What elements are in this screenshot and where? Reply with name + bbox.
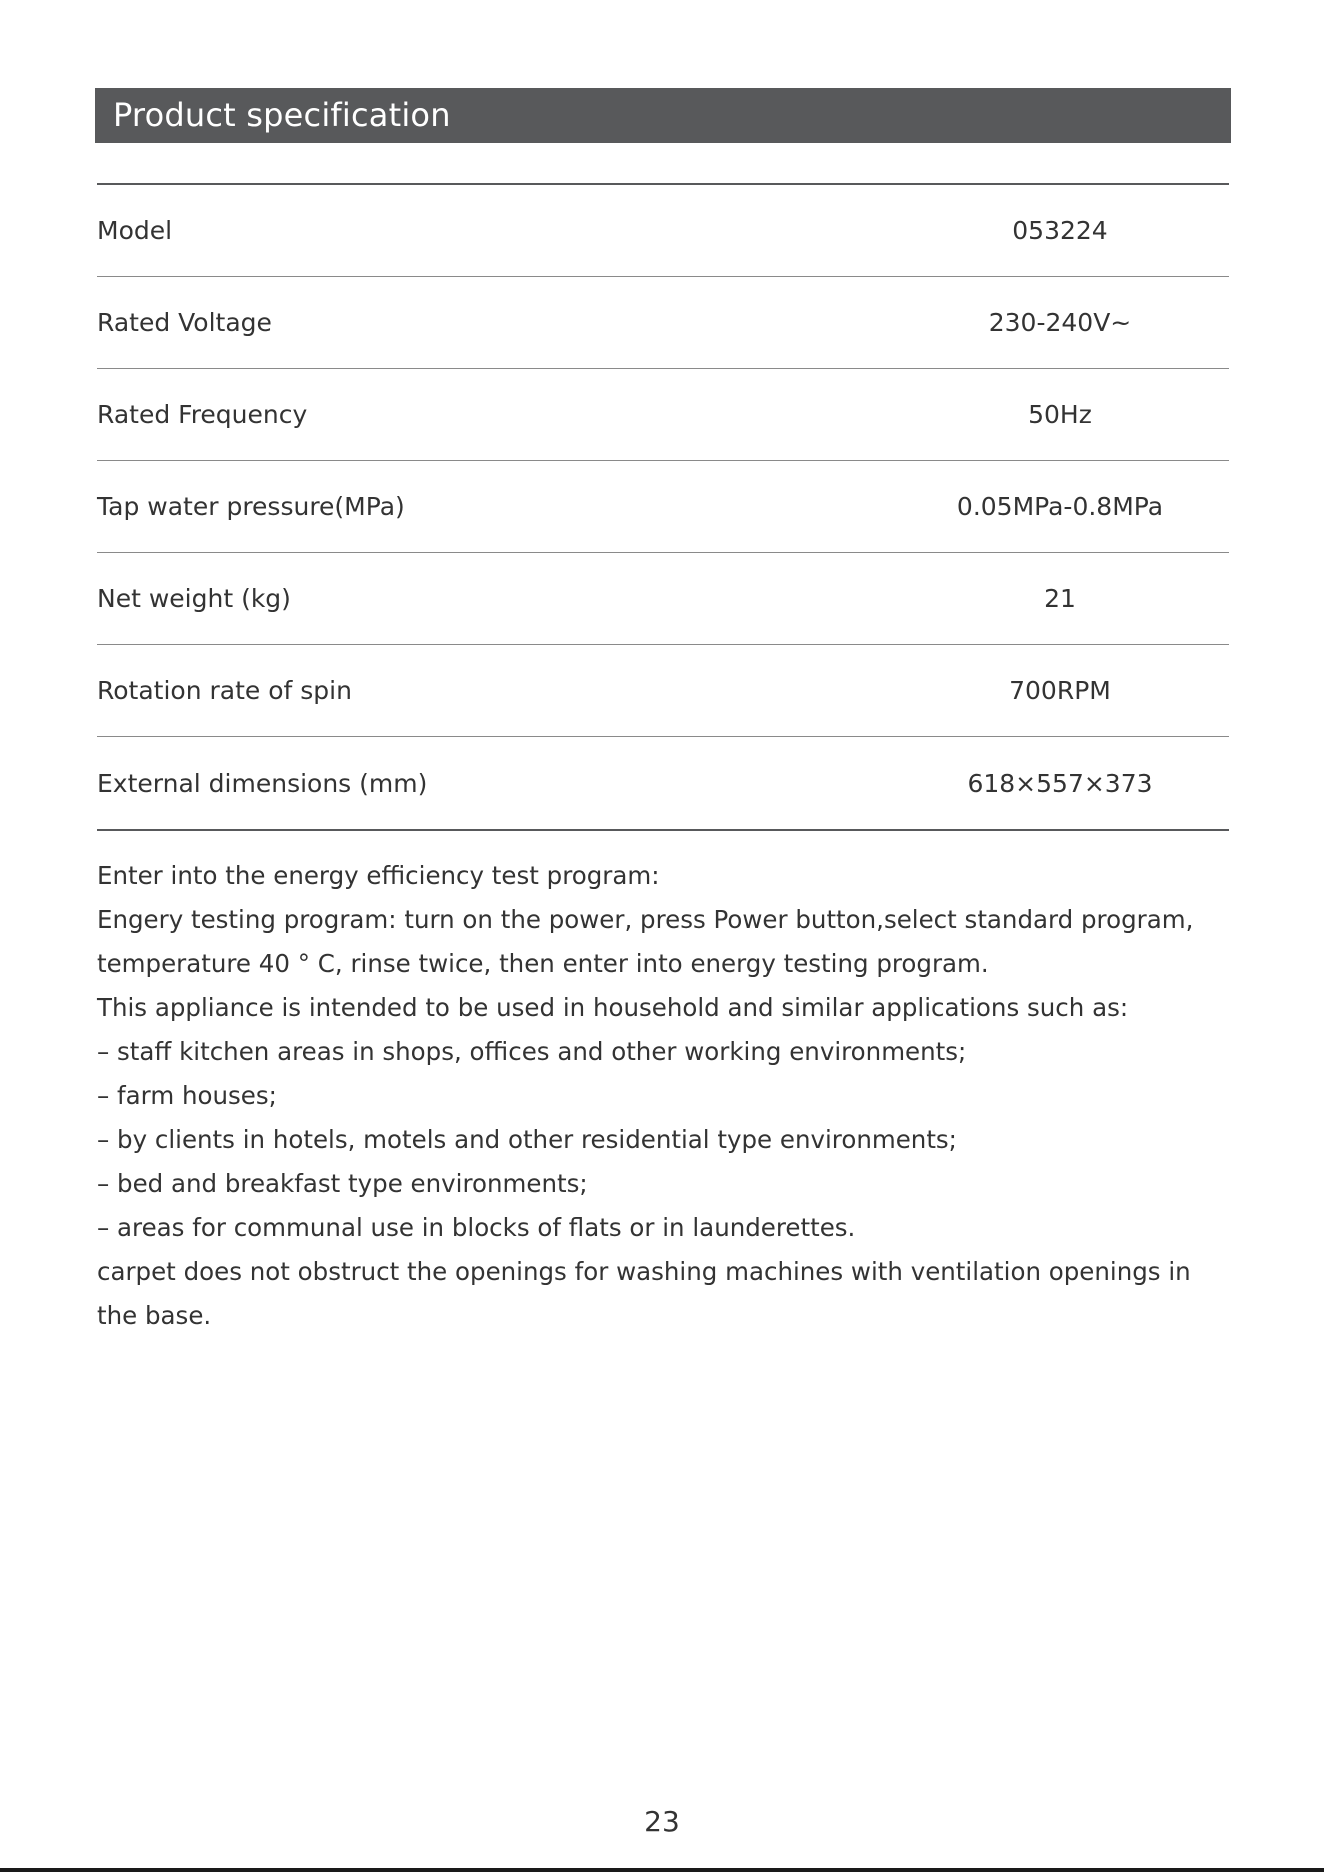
spec-value: 0.05MPa-0.8MPa [956, 492, 1164, 521]
spec-row-rated-frequency [97, 369, 1229, 461]
spec-row-rotation-rate [97, 645, 1229, 737]
spec-row-external-dimensions [97, 737, 1229, 829]
spec-row-rated-voltage [97, 277, 1229, 369]
use-list-item: – farm houses; [97, 1081, 277, 1110]
spec-value: 053224 [1012, 216, 1108, 245]
spec-label: Net weight (kg) [97, 584, 291, 613]
spec-value: 618×557×373 [967, 768, 1153, 798]
notes-section [97, 854, 1237, 1338]
spec-value: 230-240V~ [988, 308, 1132, 337]
bottom-rule [0, 1868, 1324, 1872]
spec-row-model [97, 185, 1229, 277]
spec-label: External dimensions (mm) [97, 768, 428, 798]
spec-row-net-weight [97, 553, 1229, 645]
spec-value: 50Hz [1028, 400, 1092, 429]
energy-test-line-1: Engery testing program: turn on the power, press Power button,select standard program, [97, 905, 1194, 934]
intended-use-statement: This appliance is intended to be used in household and similar applications such as: [97, 993, 1129, 1022]
use-list-item: – by clients in hotels, motels and other residential type environments; [97, 1125, 957, 1154]
spec-table [97, 183, 1229, 831]
use-list-item: – staff kitchen areas in shops, offices and other working environments; [97, 1037, 967, 1066]
spec-value: 700RPM [1009, 676, 1111, 705]
use-list-item: – bed and breakfast type environments; [97, 1169, 588, 1198]
spec-label: Rotation rate of spin [97, 676, 352, 705]
spec-label: Rated Voltage [97, 308, 272, 337]
page-number: 23 [644, 1805, 680, 1838]
spec-label: Rated Frequency [97, 400, 308, 429]
spec-row-tap-water-pressure [97, 461, 1229, 553]
carpet-note: carpet does not obstruct the openings for washing machines with ventilation openings in the base. [97, 1257, 1191, 1330]
section-header [95, 88, 1231, 143]
spec-label: Model [97, 216, 173, 245]
use-list-item: – areas for communal use in blocks of flats or in launderettes. [97, 1213, 856, 1242]
spec-label: Tap water pressure(MPa) [97, 492, 405, 521]
energy-test-intro: Enter into the energy efficiency test program: [97, 861, 660, 890]
section-title: Product specification [113, 96, 451, 134]
energy-test-line-2: temperature 40 ° C, rinse twice, then enter into energy testing program. [97, 949, 989, 978]
spec-value: 21 [1044, 584, 1076, 613]
